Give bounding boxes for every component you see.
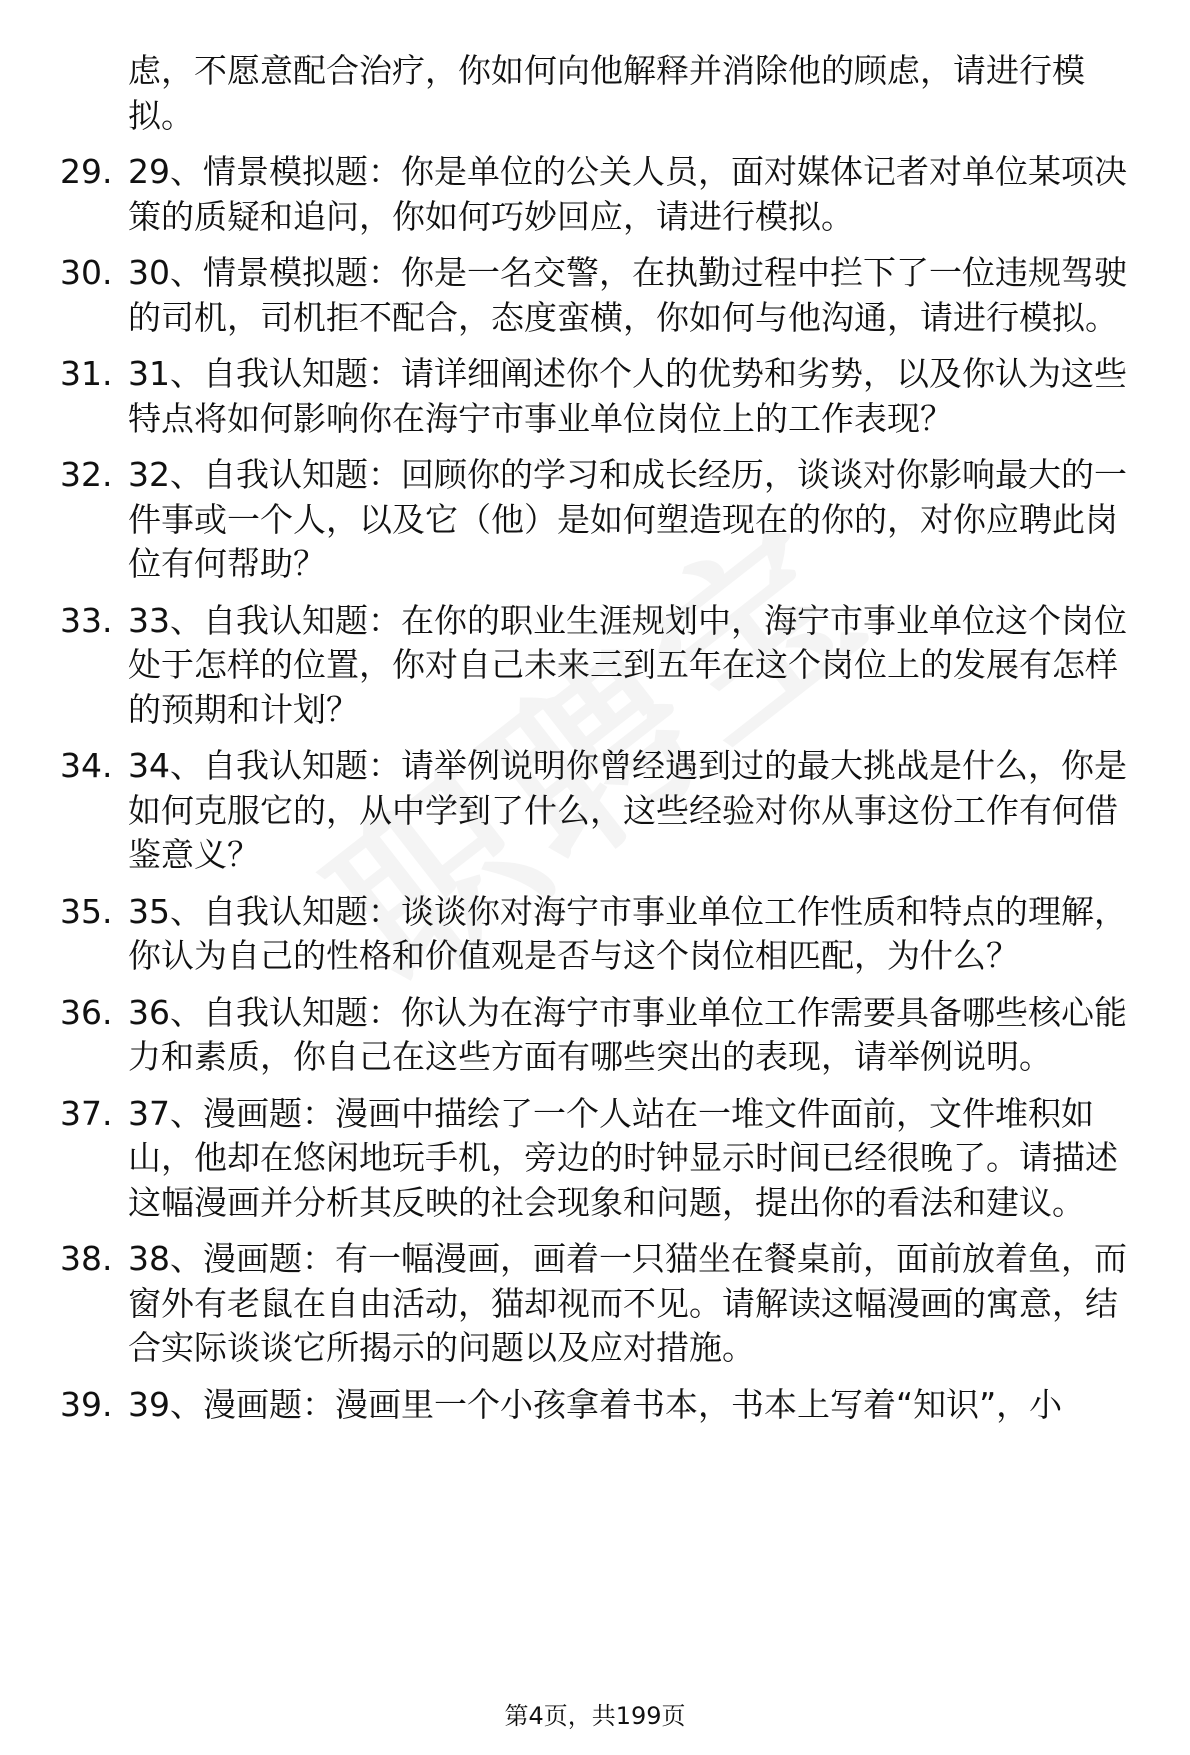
- question-number: 31.: [60, 354, 113, 393]
- question-item-33: [0, 599, 1148, 733]
- question-text: 31、自我认知题：请详细阐述你个人的优势和劣势，以及你认为这些特点将如何影响你在海宁市事业单位岗位上的工作表现？: [128, 354, 1127, 438]
- page-number-label: 第4页，共199页: [504, 1702, 686, 1730]
- question-text: 虑，不愿意配合治疗，你如何向他解释并消除他的顾虑，请进行模拟。: [128, 51, 1085, 135]
- question-list: [0, 49, 1190, 1427]
- question-number: 37.: [60, 1093, 113, 1133]
- question-item-37: [0, 1092, 1148, 1226]
- question-item-36: [0, 991, 1148, 1080]
- question-number: 39.: [60, 1384, 113, 1424]
- question-item-31: [0, 352, 1148, 441]
- question-number: 35.: [60, 891, 113, 931]
- question-text: 34、自我认知题：请举例说明你曾经遇到过的最大挑战是什么，你是如何克服它的，从中学到了什么，这些经验对你从事这份工作有何借鉴意义？: [128, 746, 1127, 874]
- question-item-30: [0, 251, 1148, 340]
- question-text: 37、漫画题：漫画中描绘了一个人站在一堆文件面前，文件堆积如山，他却在悠闲地玩手机，旁边的时钟显示时间已经很晚了。请描述这幅漫画并分析其反映的社会现象和问题，提出你的看法和建议。: [128, 1093, 1118, 1222]
- question-item-32: [0, 453, 1148, 587]
- page-footer: [0, 1696, 1190, 1731]
- question-number: 32.: [60, 455, 113, 494]
- question-text: 38、漫画题：有一幅漫画，画着一只猫坐在餐桌前，面前放着鱼，而窗外有老鼠在自由活动，猫却视而不见。请解读这幅漫画的寓意，结合实际谈谈它所揭示的问题以及应对措施。: [128, 1239, 1127, 1367]
- question-number: 29.: [60, 152, 113, 191]
- question-text: 33、自我认知题：在你的职业生涯规划中，海宁市事业单位这个岗位处于怎样的位置，你对自己未来三到五年在这个岗位上的发展有怎样的预期和计划？: [128, 600, 1127, 729]
- question-item-38: [0, 1237, 1148, 1371]
- question-number: 34.: [60, 746, 113, 785]
- question-item-28-continued: [0, 49, 1148, 138]
- question-item-39: [0, 1383, 1148, 1428]
- question-text: 29、情景模拟题：你是单位的公关人员，面对媒体记者对单位某项决策的质疑和追问，你如何巧妙回应，请进行模拟。: [128, 152, 1127, 236]
- question-number: 36.: [60, 992, 113, 1032]
- question-text: 32、自我认知题：回顾你的学习和成长经历，谈谈对你影响最大的一件事或一个人，以及它（他）是如何塑造现在的你的，对你应聘此岗位有何帮助？: [128, 455, 1127, 583]
- question-text: 39、漫画题：漫画里一个小孩拿着书本，书本上写着“知识”，小: [128, 1384, 1063, 1424]
- question-text: 30、情景模拟题：你是一名交警，在执勤过程中拦下了一位违规驾驶的司机，司机拒不配合，态度蛮横，你如何与他沟通，请进行模拟。: [128, 253, 1127, 337]
- question-list-container: [0, 49, 1190, 1439]
- question-number: 30.: [60, 253, 113, 292]
- question-number: 38.: [60, 1239, 113, 1278]
- question-item-34: [0, 744, 1148, 878]
- question-text: 35、自我认知题：谈谈你对海宁市事业单位工作性质和特点的理解，你认为自己的性格和价值观是否与这个岗位相匹配，为什么？: [128, 891, 1127, 975]
- question-item-35: [0, 890, 1148, 979]
- question-text: 36、自我认知题：你认为在海宁市事业单位工作需要具备哪些核心能力和素质，你自己在这些方面有哪些突出的表现，请举例说明。: [128, 992, 1127, 1076]
- question-number: 33.: [60, 600, 113, 640]
- question-item-29: [0, 150, 1148, 239]
